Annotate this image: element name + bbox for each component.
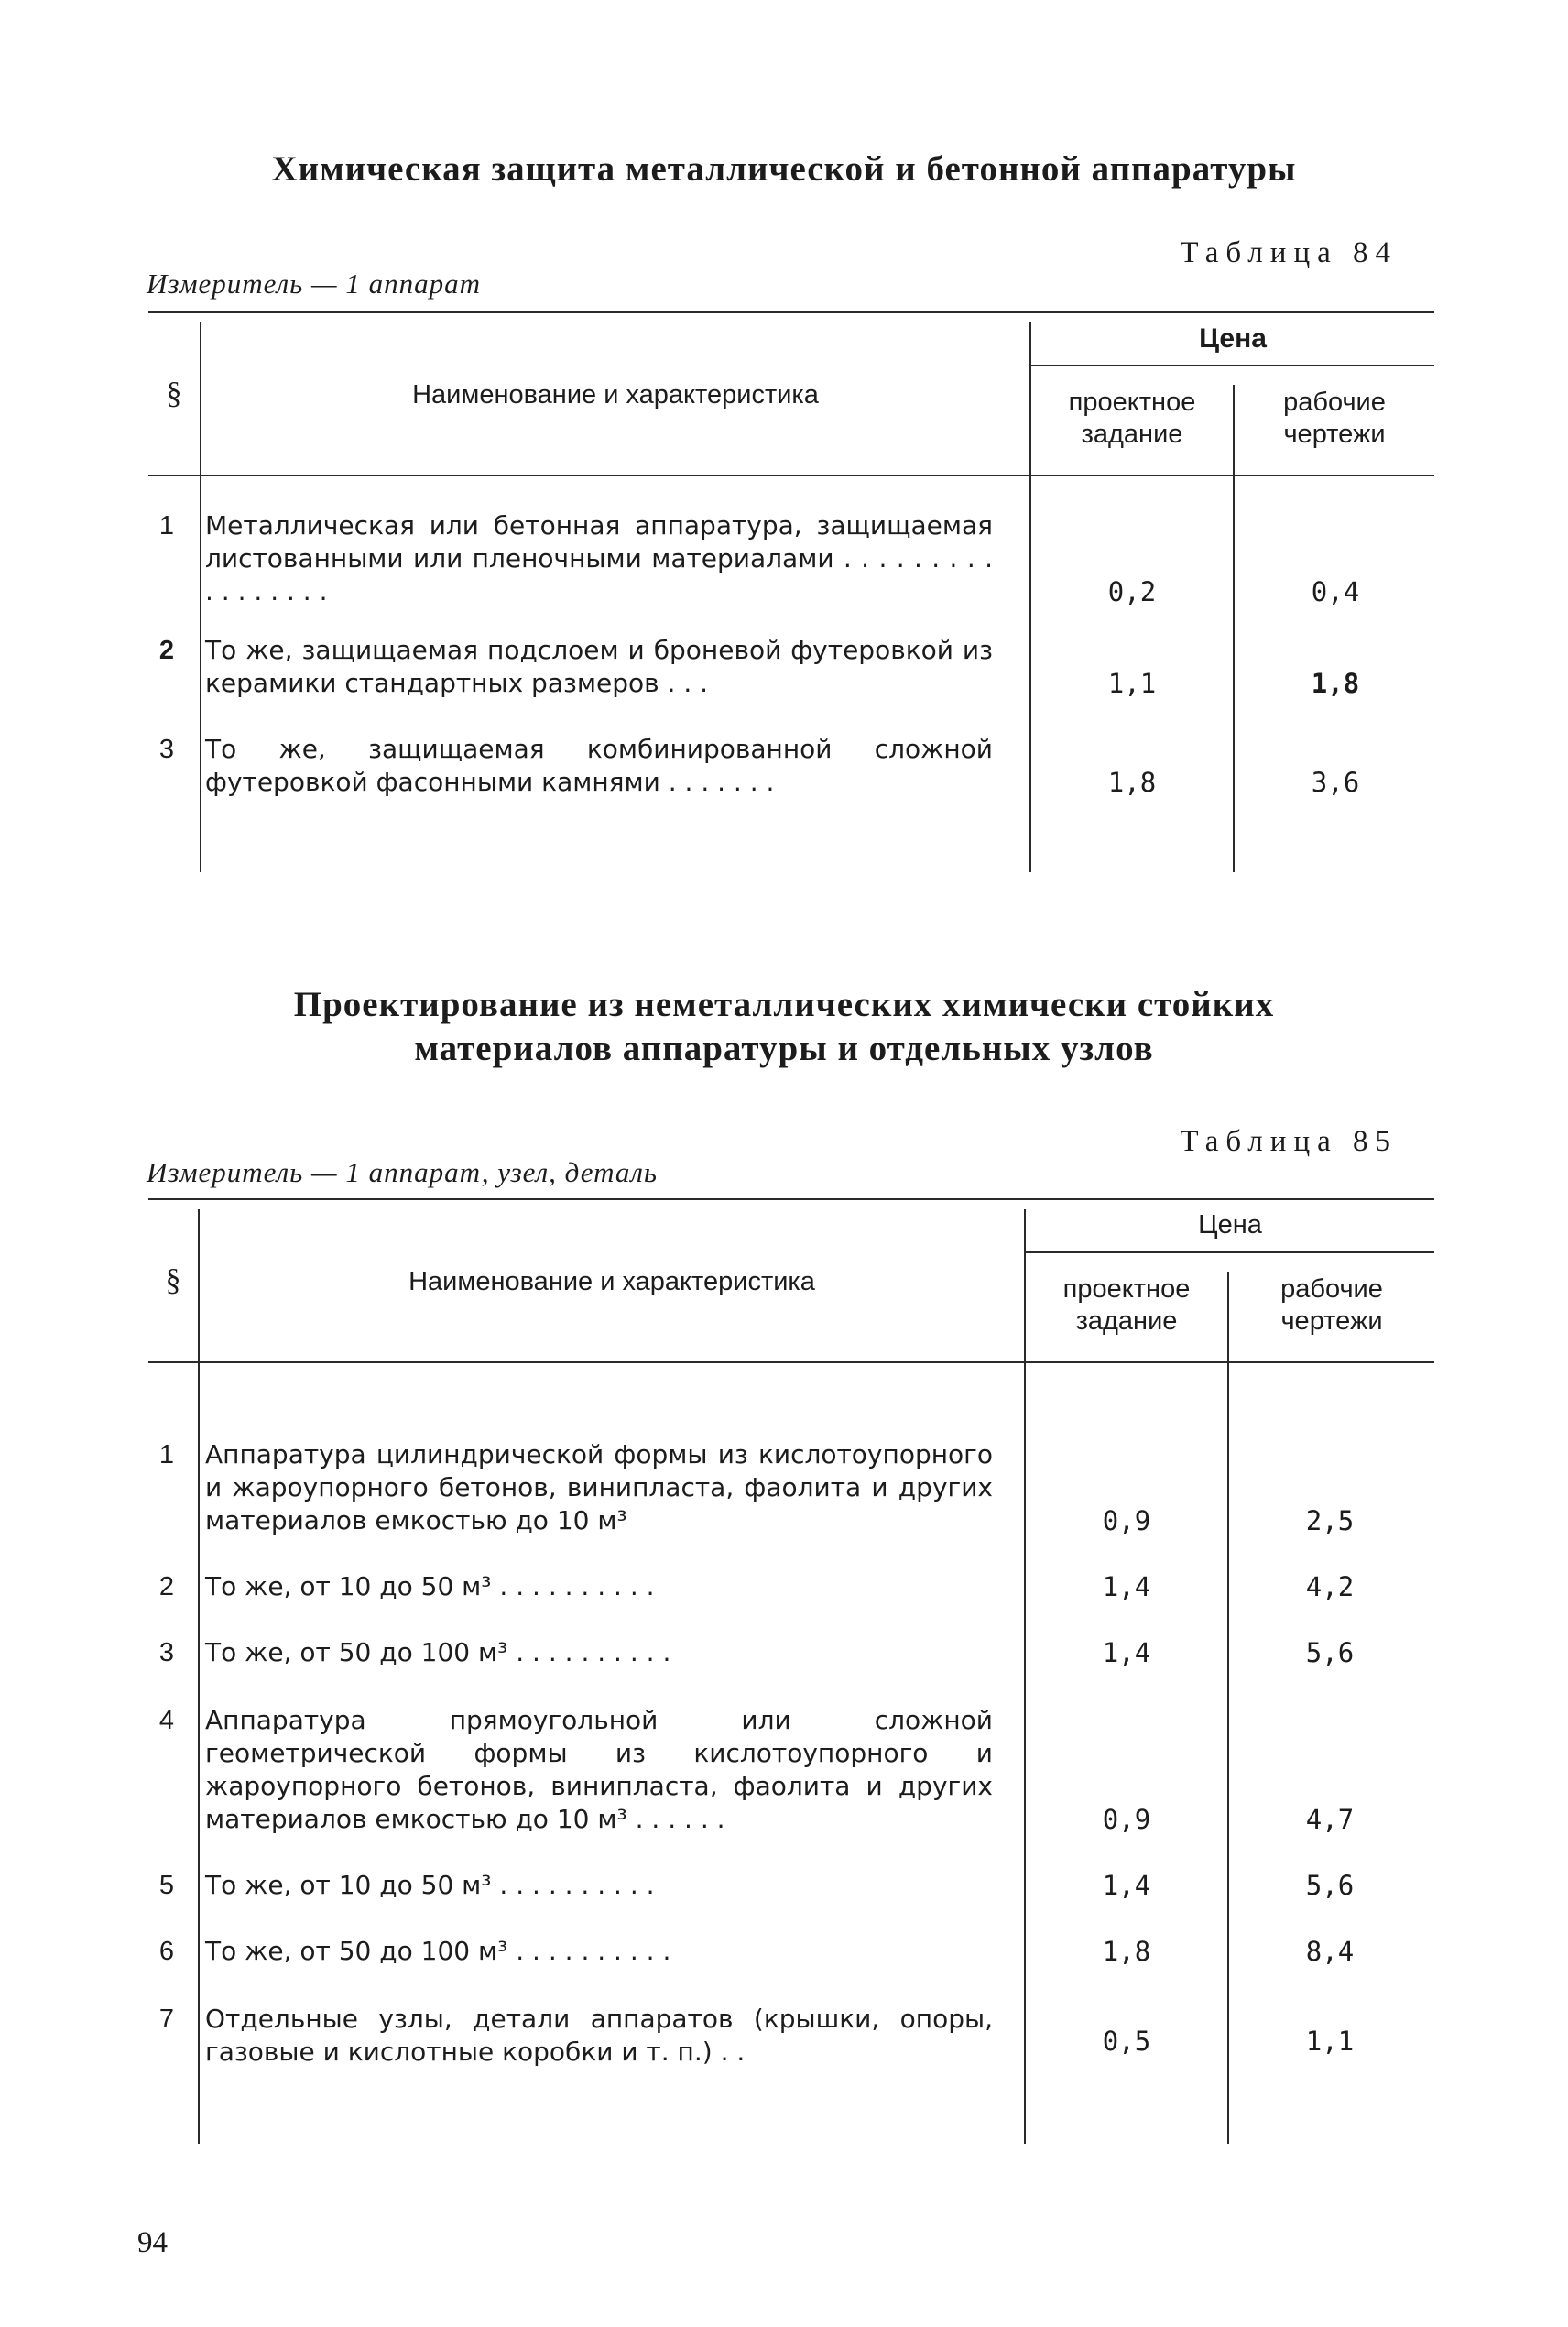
row-project-price: 1,1 <box>1107 668 1157 699</box>
row-number: 3 <box>158 1638 175 1667</box>
table85-header-rule <box>148 1361 1434 1363</box>
table-row <box>148 1636 1434 1673</box>
row-description: То же, от 50 до 100 м³ . . . . . . . . . . <box>205 1936 671 1966</box>
table85-header-name: Наименование и характеристика <box>408 1267 815 1296</box>
row-working-price: 8,4 <box>1305 1936 1355 1967</box>
table85-header-section: § <box>165 1263 181 1297</box>
table85-title-line1: Проектирование из неметаллических химически стойких <box>293 985 1275 1024</box>
row-working-price: 4,7 <box>1305 1804 1355 1835</box>
table-row <box>148 2003 1434 2076</box>
row-number: 6 <box>158 1937 175 1966</box>
row-description: То же, защищаемая комбинированной сложной футеровкой фасонными камнями . . . . . . . <box>205 734 993 797</box>
row-project-price: 1,8 <box>1102 1936 1151 1967</box>
row-working-price: 5,6 <box>1305 1870 1355 1901</box>
row-description: Отдельные узлы, детали аппаратов (крышки, опоры, газовые и кислотные коробки и т. п.) . . <box>205 2004 993 2067</box>
table-row <box>148 733 1434 806</box>
table85-number: Таблица 85 <box>1180 1125 1398 1158</box>
table85-top-rule <box>148 1198 1434 1200</box>
row-description: То же, от 10 до 50 м³ . . . . . . . . . . <box>205 1571 655 1601</box>
table84-header-price: Цена <box>1199 323 1267 354</box>
row-working-price: 1,8 <box>1311 668 1360 699</box>
row-project-price: 1,4 <box>1102 1571 1151 1602</box>
row-description: То же, от 10 до 50 м³ . . . . . . . . . . <box>205 1870 655 1900</box>
table85-price-rule <box>1024 1251 1434 1253</box>
table84-title: Химическая защита металлической и бетонной аппаратуры <box>271 149 1297 189</box>
table85-title-line2: материалов аппаратуры и отдельных узлов <box>414 1029 1154 1068</box>
row-project-price: 0,9 <box>1102 1804 1151 1835</box>
table84-header-section: § <box>166 377 182 410</box>
table84-header-working: рабочие чертежи <box>1283 388 1386 449</box>
row-description: Аппаратура цилиндрической формы из кислотоупорного и жароупорного бетонов, винипласта, фаолита и других материалов емкостью до 10 м³ <box>205 1439 993 1535</box>
table85-header-project: проектное задание <box>1062 1274 1191 1336</box>
row-number: 7 <box>158 2005 175 2034</box>
row-number: 2 <box>158 636 175 665</box>
row-working-price: 1,1 <box>1305 2026 1355 2057</box>
page-number: 94 <box>137 2226 168 2259</box>
table-row <box>148 1570 1434 1607</box>
table85 <box>148 1198 1434 2151</box>
row-project-price: 0,9 <box>1102 1505 1151 1536</box>
table-row <box>148 1935 1434 1972</box>
row-number: 5 <box>158 1871 175 1900</box>
row-description: Аппаратура прямоугольной или сложной геометрической формы из кислотоупорного и жароупорного бетонов, винипласта, фаолита и других материалов емкостью до 10 м³ . . . . . . <box>205 1705 993 1834</box>
table84 <box>148 311 1434 879</box>
row-number: 1 <box>158 511 175 541</box>
row-project-price: 0,5 <box>1102 2026 1151 2057</box>
table-row <box>148 634 1434 707</box>
row-description: То же, защищаемая подслоем и броневой футеровкой из керамики стандартных размеров . . . <box>205 635 993 698</box>
row-number: 3 <box>158 735 175 764</box>
table85-header-price: Цена <box>1198 1210 1262 1240</box>
table85-measure: Измеритель — 1 аппарат, узел, деталь <box>147 1156 658 1188</box>
row-working-price: 5,6 <box>1305 1637 1355 1668</box>
row-working-price: 4,2 <box>1305 1571 1355 1602</box>
table84-header-project: проектное задание <box>1068 388 1196 449</box>
row-description: Металлическая или бетонная аппаратура, защищаемая листованными или пленочными материалами . . . . . . . . . . . . . . . . . <box>205 510 993 606</box>
row-description: То же, от 50 до 100 м³ . . . . . . . . . . <box>205 1637 671 1667</box>
table84-measure: Измеритель — 1 аппарат <box>147 268 481 300</box>
row-working-price: 3,6 <box>1311 767 1360 798</box>
table-row <box>148 1869 1434 1906</box>
row-number: 2 <box>158 1572 175 1601</box>
table-row <box>148 509 1434 610</box>
table84-top-rule <box>148 311 1434 313</box>
row-project-price: 1,4 <box>1102 1637 1151 1668</box>
table84-price-rule <box>1029 365 1434 366</box>
row-project-price: 1,8 <box>1107 767 1157 798</box>
table-row <box>148 1704 1434 1841</box>
table-row <box>148 1438 1434 1539</box>
row-working-price: 2,5 <box>1305 1505 1355 1536</box>
table84-header-name: Наименование и характеристика <box>412 380 819 410</box>
table84-header-rule <box>148 475 1434 476</box>
row-number: 1 <box>158 1440 175 1469</box>
row-project-price: 1,4 <box>1102 1870 1151 1901</box>
table84-number: Таблица 84 <box>1180 236 1398 269</box>
table85-header-working: рабочие чертежи <box>1280 1274 1383 1336</box>
row-number: 4 <box>158 1706 175 1735</box>
row-project-price: 0,2 <box>1107 576 1157 607</box>
row-working-price: 0,4 <box>1311 576 1360 607</box>
